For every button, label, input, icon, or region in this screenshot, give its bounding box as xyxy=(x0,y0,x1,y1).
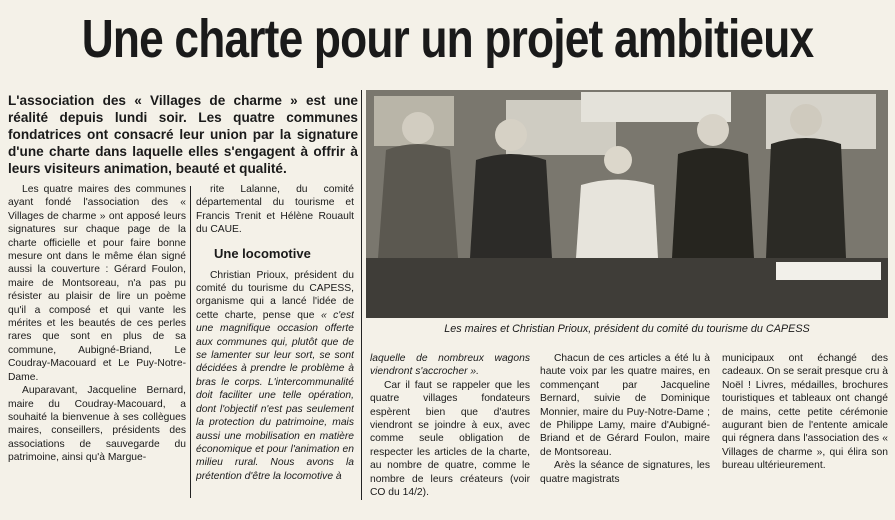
paragraph: Auparavant, Jacqueline Bernard, maire du Coudray-Macouard, a souhaité la bienvenue à ses collègues maires, conseillers, présidents des associations de sauvegarde du patrimoine, ainsi qu'à Margue- xyxy=(8,385,186,464)
headline: Une charte pour un projet ambitieux xyxy=(81,9,814,69)
paragraph: Chacun de ces articles a été lu à haute voix par les quatre maires, en commençant par Jacqueline Bernard, suivie de Dominique Monnier, maire du Puy-Notre-Dame ; de Philippe Lamy, maire d'Aubigné-Briand et de Gérard Foulon, maire de Montsoreau. xyxy=(540,353,710,458)
lead-paragraph: L'association des « Villages de charme » est une réalité depuis lundi soir. Les quatre communes fondatrices ont consacré leur union par la signature d'une charte dans laquelle elles s'engagent à offrir à leurs visiteurs animation, beauté et qualité. xyxy=(8,93,358,176)
paragraph: Arès la séance de signatures, les quatre magistrats xyxy=(540,460,710,485)
column-4 xyxy=(540,352,710,502)
column-2 xyxy=(196,183,354,503)
quote-text: laquelle de nombreux wagons viendront s'accrocher ». xyxy=(370,353,530,378)
paragraph: rite Lalanne, du comité départemental du tourisme et Francis Trenit et Hélène Rouault du CAUE. xyxy=(196,184,354,236)
quote-text: « c'est une magnifique occasion offerte aux communes qui, plutôt que de se lamenter sur leur sort, se sont décidées à prendre le problème à bras le corps. L'intercommunalité doit faciliter une telle opération, dont l'objectif n'est pas seulement la protection du patrimoine, mais aussi une mobilisation en matière économique et pour l'animation en milieu rural. Nous avons la prétention d'être la locomotive à xyxy=(196,309,354,482)
column-5 xyxy=(722,352,888,502)
subheading: Une locomotive xyxy=(214,245,311,261)
paragraph: Les quatre maires des communes ayant fondé l'association des « Villages de charme » ont apposé leurs signatures sur chaque page de la charte officielle et pour faire bonne mesure ont dans le même élan signé aussi la couverture : Gérard Foulon, maire de Montsoreau, n'a pas pu résister au plaisir de lire un poème qu'il a composé et qui vante les mérites et les beautés de ces perles rares que sont en plus de sa commune, Aubigné-Briand, Le Coudray-Macouard et Le Puy-Notre-Dame. xyxy=(8,184,186,383)
paragraph: Car il faut se rappeler que les quatre villages fondateurs espèrent bien que d'autres viendront se joindre à eux, avec comme seule obligation de respecter les articles de la charte, au nombre de quatre, comme le nombre de leurs créateurs (voir CO du 14/2). xyxy=(370,379,530,499)
photo-mayors xyxy=(366,90,888,318)
paragraph: municipaux ont échangé des cadeaux. On se serait presque cru à Noël ! Livres, médailles, brochures touristiques et tableaux ont changé de mains, cette petite cérémonie augurant bien de l'entente amicale qui régnera dans l'association des « Villages de charme », qui élira son bureau ultérieurement. xyxy=(722,353,888,472)
photo-caption: Les maires et Christian Prioux, président du comité du tourisme du CAPESS xyxy=(444,323,810,335)
paragraph-text: Christian Prioux, président du comité du tourisme du CAPESS, organisme qui a lancé l'idée de cette charte, pense que xyxy=(196,269,354,321)
column-1 xyxy=(8,183,186,503)
column-3 xyxy=(370,352,530,502)
column-divider xyxy=(361,90,362,500)
photo-illustration xyxy=(366,90,888,318)
column-divider xyxy=(190,186,191,498)
paragraph xyxy=(196,269,354,484)
